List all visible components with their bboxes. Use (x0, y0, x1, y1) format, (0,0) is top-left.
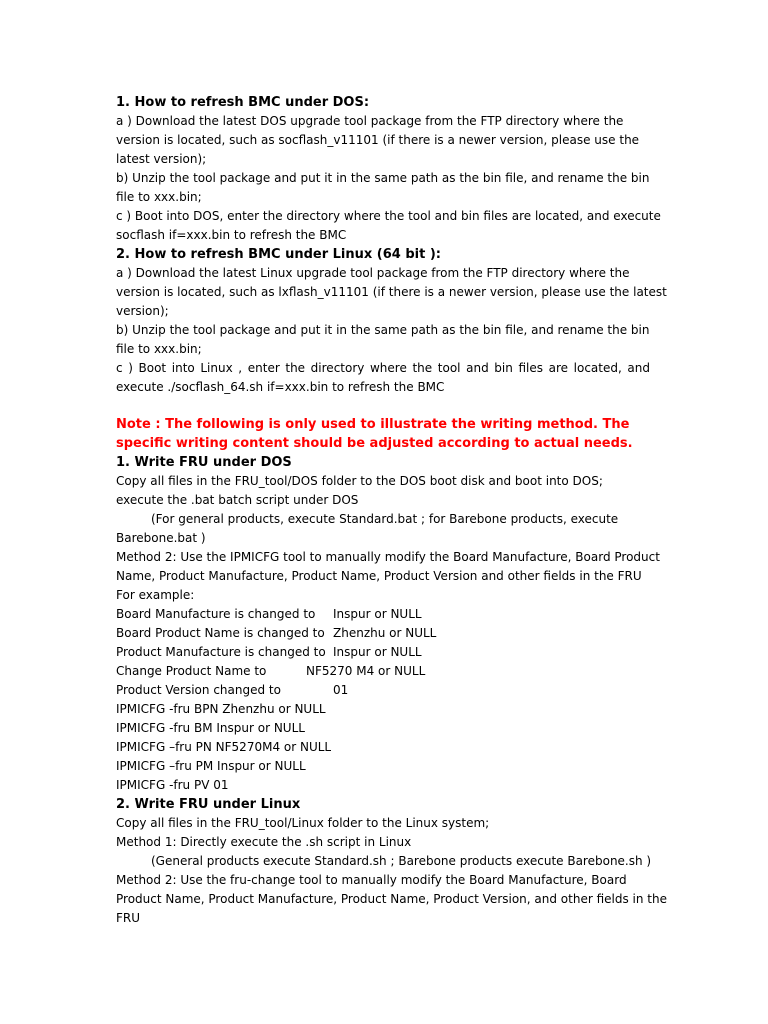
linux-bmc-step-b-line1: b) Unzip the tool package and put it in the same path as the bin file, and rename the bin (116, 323, 650, 337)
example-key: Board Product Name is changed to (116, 626, 325, 640)
example-value: Inspur or NULL (333, 645, 422, 659)
example-key: Board Manufacture is changed to (116, 607, 316, 621)
dos-fru-line3: (For general products, execute Standard.bat ; for Barebone products, execute (151, 512, 619, 526)
linux-bmc-step-a-line2: version is located, such as lxflash_v11101 (if there is a newer version, please use the latest (116, 285, 667, 299)
note-line1: Note : The following is only used to illustrate the writing method. The (116, 417, 630, 432)
linux-bmc-step-a-line1: a ) Download the latest Linux upgrade tool package from the FTP directory where the (116, 266, 630, 280)
document-page (116, 93, 667, 928)
dos-fru-line4: Barebone.bat ) (116, 531, 206, 545)
example-key: Product Manufacture is changed to (116, 645, 326, 659)
linux-fru-line1: Copy all files in the FRU_tool/Linux folder to the Linux system; (116, 816, 490, 830)
ipmicfg-command: IPMICFG -fru PV 01 (116, 778, 229, 792)
section-spacer (116, 397, 650, 415)
dos-fru-example-label: For example: (116, 588, 195, 602)
example-value: 01 (333, 683, 349, 697)
linux-bmc-step-c-line2: execute ./socflash_64.sh if=xxx.bin to refresh the BMC (116, 380, 445, 394)
example-key: Product Version changed to (116, 683, 281, 697)
example-value: Zhenzhu or NULL (333, 626, 437, 640)
linux-bmc-step-a-line3: version); (116, 304, 169, 318)
example-value: NF5270 M4 or NULL (306, 664, 426, 678)
linux-fru-heading: 2. Write FRU under Linux (116, 797, 301, 812)
dos-fru-heading: 1. Write FRU under DOS (116, 455, 292, 470)
linux-bmc-heading: 2. How to refresh BMC under Linux (64 bit ): (116, 247, 441, 262)
ipmicfg-command: IPMICFG –fru PN NF5270M4 or NULL (116, 740, 332, 754)
ipmicfg-command: IPMICFG -fru BM Inspur or NULL (116, 721, 305, 735)
linux-fru-method2-line1: Method 2: Use the fru-change tool to manually modify the Board Manufacture, Board (116, 873, 627, 887)
linux-fru-method2-line3: FRU (116, 911, 141, 925)
example-row (116, 605, 650, 624)
dos-fru-line2: execute the .bat batch script under DOS (116, 493, 359, 507)
example-row (116, 624, 650, 643)
ipmicfg-command: IPMICFG –fru PM Inspur or NULL (116, 759, 306, 773)
ipmicfg-command: IPMICFG -fru BPN Zhenzhu or NULL (116, 702, 326, 716)
example-value: Inspur or NULL (333, 607, 422, 621)
linux-fru-line3: (General products execute Standard.sh ; Barebone products execute Barebone.sh ) (151, 854, 652, 868)
linux-fru-line2: Method 1: Directly execute the .sh script in Linux (116, 835, 412, 849)
dos-bmc-step-a-line1: a ) Download the latest DOS upgrade tool package from the FTP directory where the (116, 114, 624, 128)
example-row (116, 681, 650, 700)
dos-bmc-step-b-line1: b) Unzip the tool package and put it in the same path as the bin file, and rename the bin (116, 171, 650, 185)
example-key: Change Product Name to (116, 664, 267, 678)
dos-fru-method2-line1: Method 2: Use the IPMICFG tool to manually modify the Board Manufacture, Board Product (116, 550, 660, 564)
dos-bmc-step-c-line2: socflash if=xxx.bin to refresh the BMC (116, 228, 347, 242)
note-line2: specific writing content should be adjusted according to actual needs. (116, 436, 633, 451)
dos-bmc-step-b-line2: file to xxx.bin; (116, 190, 202, 204)
dos-fru-line1: Copy all files in the FRU_tool/DOS folder to the DOS boot disk and boot into DOS; (116, 474, 603, 488)
dos-bmc-step-c-line1: c ) Boot into DOS, enter the directory where the tool and bin files are located, and execute (116, 209, 661, 223)
dos-fru-method2-line2: Name, Product Manufacture, Product Name, Product Version and other fields in the FRU (116, 569, 642, 583)
linux-bmc-step-c-line1: c ) Boot into Linux , enter the directory where the tool and bin files are located, and (116, 361, 650, 375)
dos-bmc-step-a-line2: version is located, such as socflash_v11101 (if there is a newer version, please use the (116, 133, 640, 147)
linux-fru-method2-line2: Product Name, Product Manufacture, Product Name, Product Version, and other fields in the (116, 892, 667, 906)
example-row (116, 662, 650, 681)
dos-bmc-heading: 1. How to refresh BMC under DOS: (116, 95, 370, 110)
example-row (116, 643, 650, 662)
dos-bmc-step-a-line3: latest version); (116, 152, 207, 166)
linux-bmc-step-b-line2: file to xxx.bin; (116, 342, 202, 356)
